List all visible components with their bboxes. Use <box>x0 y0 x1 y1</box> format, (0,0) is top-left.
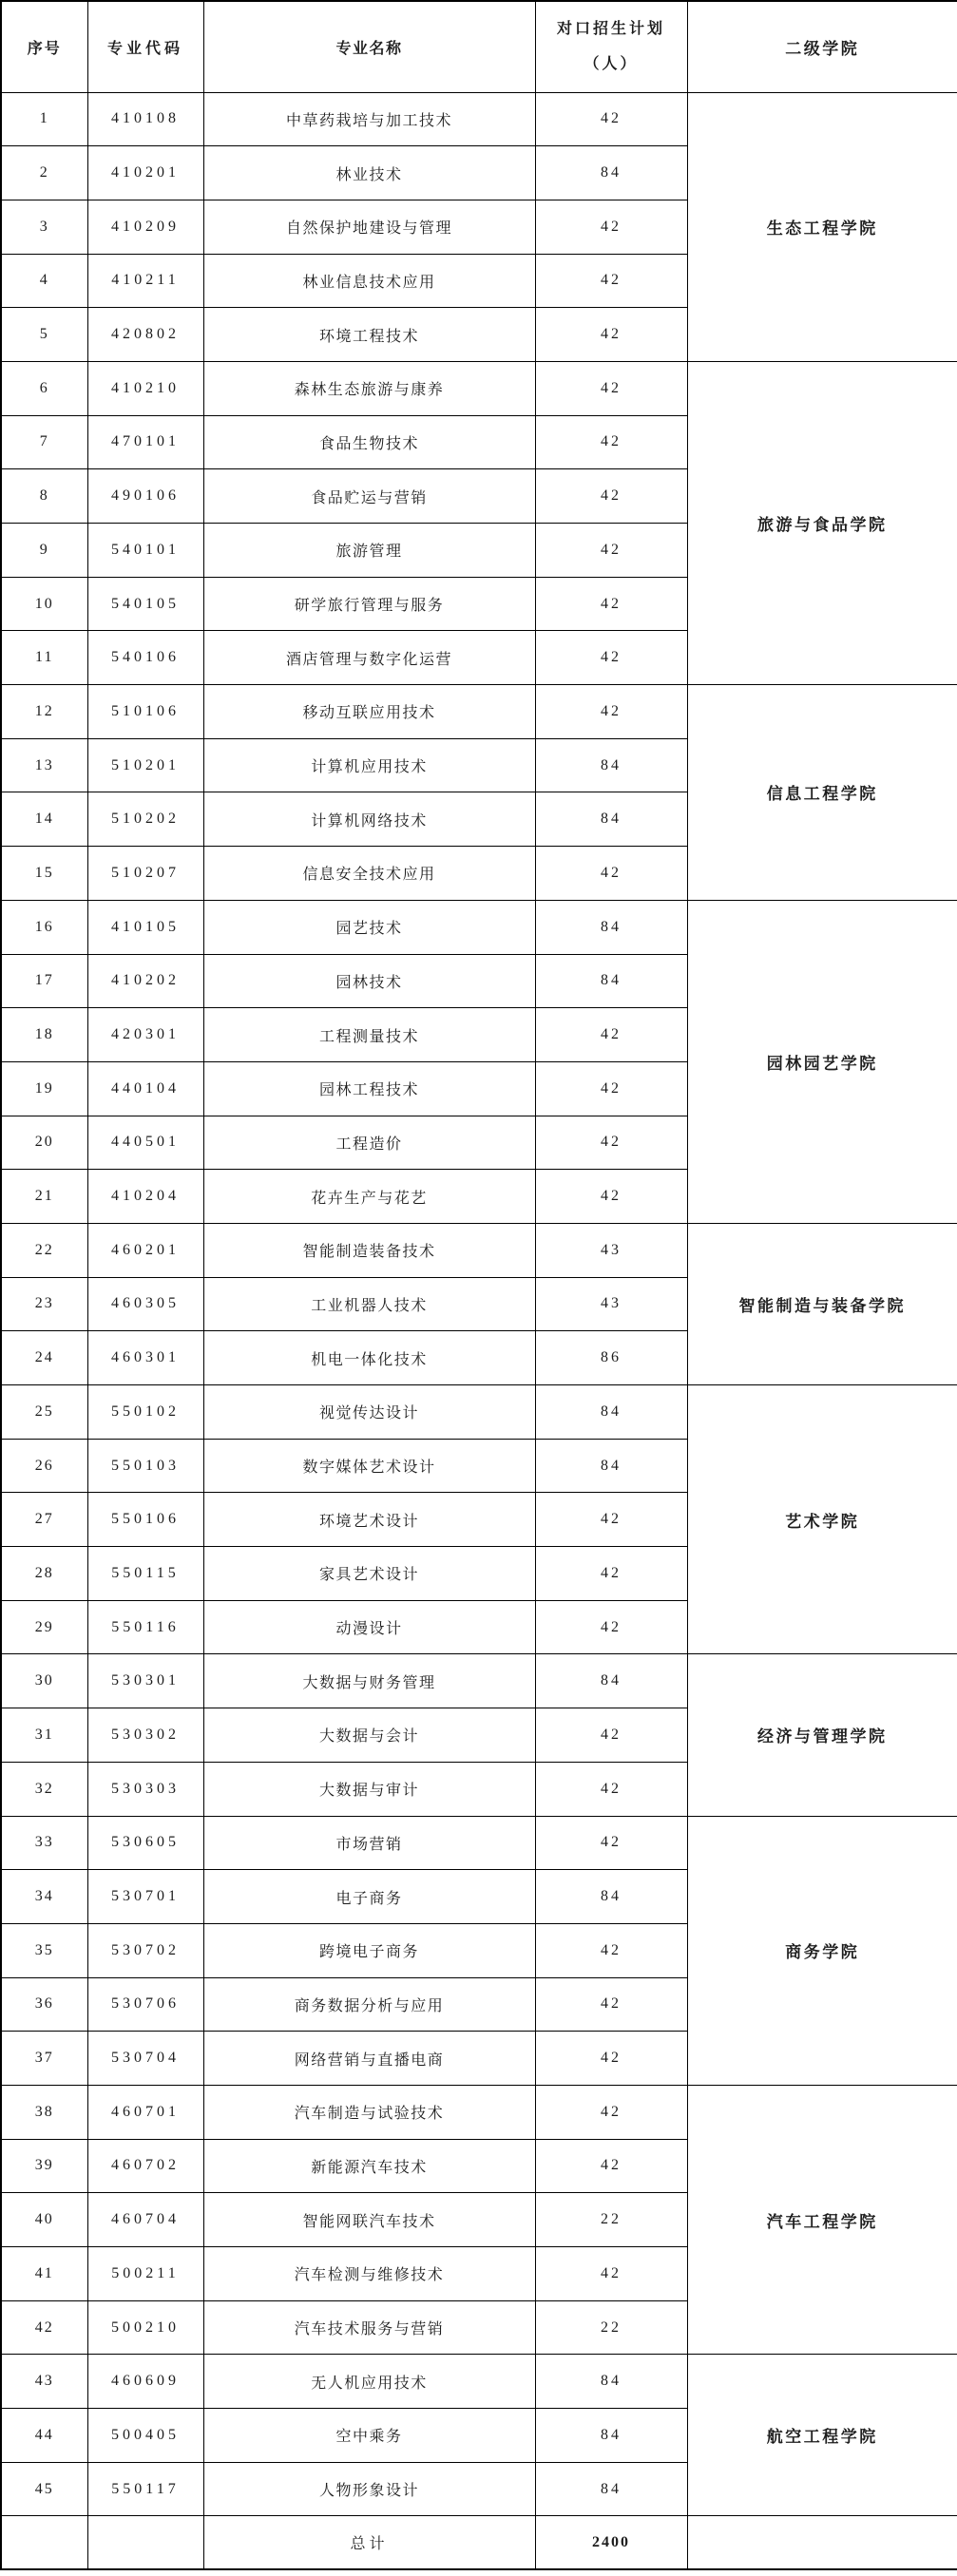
major-name: 大数据与审计 <box>203 1762 535 1816</box>
table-body <box>1 92 957 2569</box>
table-row <box>1 2355 957 2409</box>
major-code: 460609 <box>87 2355 203 2409</box>
major-code: 550115 <box>87 1547 203 1601</box>
col-header-college: 二级学院 <box>687 1 957 92</box>
major-code: 530706 <box>87 1977 203 2032</box>
row-seq: 35 <box>1 1923 87 1977</box>
college-name: 艺术学院 <box>687 1385 957 1654</box>
col-header-seq: 序号 <box>1 1 87 92</box>
major-name: 汽车检测与维修技术 <box>203 2247 535 2301</box>
row-seq: 23 <box>1 1277 87 1331</box>
row-seq: 38 <box>1 2085 87 2139</box>
major-code: 410201 <box>87 146 203 200</box>
row-seq: 1 <box>1 92 87 146</box>
major-code: 500211 <box>87 2247 203 2301</box>
major-name: 研学旅行管理与服务 <box>203 577 535 631</box>
plan-count: 42 <box>535 577 687 631</box>
major-name: 汽车技术服务与营销 <box>203 2300 535 2355</box>
major-name: 智能网联汽车技术 <box>203 2193 535 2247</box>
major-name: 视觉传达设计 <box>203 1385 535 1440</box>
college-name: 园林园艺学院 <box>687 900 957 1223</box>
major-code: 530302 <box>87 1708 203 1763</box>
row-seq: 29 <box>1 1600 87 1654</box>
major-code: 530701 <box>87 1870 203 1924</box>
plan-count: 42 <box>535 92 687 146</box>
row-seq: 33 <box>1 1816 87 1870</box>
major-code: 460201 <box>87 1223 203 1277</box>
major-code: 410210 <box>87 361 203 415</box>
major-code: 550117 <box>87 2462 203 2516</box>
row-seq: 34 <box>1 1870 87 1924</box>
major-name: 计算机应用技术 <box>203 738 535 792</box>
major-name: 数字媒体艺术设计 <box>203 1439 535 1493</box>
major-name: 酒店管理与数字化运营 <box>203 631 535 685</box>
plan-count: 42 <box>535 200 687 254</box>
plan-count: 42 <box>535 1708 687 1763</box>
row-seq: 4 <box>1 254 87 308</box>
major-code: 420802 <box>87 308 203 362</box>
plan-count: 42 <box>535 308 687 362</box>
total-row <box>1 2516 957 2569</box>
major-code: 550116 <box>87 1600 203 1654</box>
plan-count: 42 <box>535 2247 687 2301</box>
plan-count: 42 <box>535 1061 687 1116</box>
major-name: 信息安全技术应用 <box>203 847 535 901</box>
major-code: 530704 <box>87 2032 203 2086</box>
major-code: 460702 <box>87 2139 203 2193</box>
major-code: 460305 <box>87 1277 203 1331</box>
major-code: 530702 <box>87 1923 203 1977</box>
table-row <box>1 685 957 739</box>
row-seq: 28 <box>1 1547 87 1601</box>
row-seq: 7 <box>1 415 87 469</box>
plan-count: 84 <box>535 1654 687 1708</box>
row-seq: 13 <box>1 738 87 792</box>
row-seq: 45 <box>1 2462 87 2516</box>
plan-count: 42 <box>535 415 687 469</box>
college-name: 生态工程学院 <box>687 92 957 361</box>
plan-count: 84 <box>535 1385 687 1440</box>
major-code: 440104 <box>87 1061 203 1116</box>
major-name: 森林生态旅游与康养 <box>203 361 535 415</box>
college-name: 汽车工程学院 <box>687 2085 957 2354</box>
plan-count: 84 <box>535 2355 687 2409</box>
row-seq: 3 <box>1 200 87 254</box>
major-name: 网络营销与直播电商 <box>203 2032 535 2086</box>
table-row <box>1 1223 957 1277</box>
plan-count: 84 <box>535 1870 687 1924</box>
plan-count: 42 <box>535 1547 687 1601</box>
plan-count: 42 <box>535 1816 687 1870</box>
major-name: 花卉生产与花艺 <box>203 1170 535 1224</box>
col-header-code: 专业代码 <box>87 1 203 92</box>
table-row <box>1 361 957 415</box>
major-code: 460701 <box>87 2085 203 2139</box>
table-row <box>1 1654 957 1708</box>
total-value: 2400 <box>535 2516 687 2569</box>
row-seq: 21 <box>1 1170 87 1224</box>
total-empty-seq <box>1 2516 87 2569</box>
plan-count: 84 <box>535 738 687 792</box>
college-name: 商务学院 <box>687 1816 957 2085</box>
plan-count: 42 <box>535 631 687 685</box>
total-label: 总计 <box>203 2516 535 2569</box>
major-code: 550106 <box>87 1493 203 1547</box>
total-empty-college <box>687 2516 957 2569</box>
college-name: 经济与管理学院 <box>687 1654 957 1816</box>
major-name: 中草药栽培与加工技术 <box>203 92 535 146</box>
row-seq: 18 <box>1 1008 87 1062</box>
row-seq: 10 <box>1 577 87 631</box>
college-name: 航空工程学院 <box>687 2355 957 2516</box>
major-code: 440501 <box>87 1116 203 1170</box>
row-seq: 27 <box>1 1493 87 1547</box>
row-seq: 8 <box>1 469 87 524</box>
row-seq: 12 <box>1 685 87 739</box>
major-code: 410204 <box>87 1170 203 1224</box>
plan-count: 86 <box>535 1331 687 1385</box>
major-name: 大数据与财务管理 <box>203 1654 535 1708</box>
total-empty-code <box>87 2516 203 2569</box>
plan-count: 84 <box>535 146 687 200</box>
major-code: 420301 <box>87 1008 203 1062</box>
row-seq: 42 <box>1 2300 87 2355</box>
table-row <box>1 900 957 954</box>
plan-count: 42 <box>535 2085 687 2139</box>
major-name: 大数据与会计 <box>203 1708 535 1763</box>
major-name: 市场营销 <box>203 1816 535 1870</box>
plan-count: 42 <box>535 469 687 524</box>
major-code: 410211 <box>87 254 203 308</box>
major-name: 林业技术 <box>203 146 535 200</box>
major-name: 园林技术 <box>203 954 535 1008</box>
row-seq: 2 <box>1 146 87 200</box>
major-code: 550103 <box>87 1439 203 1493</box>
major-code: 510207 <box>87 847 203 901</box>
major-code: 410108 <box>87 92 203 146</box>
row-seq: 32 <box>1 1762 87 1816</box>
row-seq: 44 <box>1 2409 87 2463</box>
plan-count: 42 <box>535 254 687 308</box>
row-seq: 43 <box>1 2355 87 2409</box>
plan-count: 42 <box>535 1600 687 1654</box>
plan-count: 42 <box>535 361 687 415</box>
plan-count: 42 <box>535 1493 687 1547</box>
major-code: 530301 <box>87 1654 203 1708</box>
major-code: 500210 <box>87 2300 203 2355</box>
row-seq: 11 <box>1 631 87 685</box>
major-code: 510106 <box>87 685 203 739</box>
major-name: 自然保护地建设与管理 <box>203 200 535 254</box>
col-header-name: 专业名称 <box>203 1 535 92</box>
row-seq: 41 <box>1 2247 87 2301</box>
major-code: 410105 <box>87 900 203 954</box>
college-name: 信息工程学院 <box>687 685 957 901</box>
row-seq: 20 <box>1 1116 87 1170</box>
plan-count: 42 <box>535 524 687 578</box>
major-name: 环境工程技术 <box>203 308 535 362</box>
col-header-plan <box>535 1 687 92</box>
major-name: 智能制造装备技术 <box>203 1223 535 1277</box>
plan-count: 42 <box>535 1762 687 1816</box>
major-code: 410209 <box>87 200 203 254</box>
row-seq: 5 <box>1 308 87 362</box>
major-code: 470101 <box>87 415 203 469</box>
plan-count: 42 <box>535 1923 687 1977</box>
plan-count: 22 <box>535 2193 687 2247</box>
major-code: 540106 <box>87 631 203 685</box>
major-name: 园艺技术 <box>203 900 535 954</box>
row-seq: 40 <box>1 2193 87 2247</box>
major-code: 410202 <box>87 954 203 1008</box>
plan-count: 84 <box>535 954 687 1008</box>
major-name: 环境艺术设计 <box>203 1493 535 1547</box>
row-seq: 14 <box>1 792 87 847</box>
row-seq: 39 <box>1 2139 87 2193</box>
row-seq: 25 <box>1 1385 87 1440</box>
table-row <box>1 2085 957 2139</box>
plan-count: 84 <box>535 792 687 847</box>
plan-count: 43 <box>535 1277 687 1331</box>
row-seq: 24 <box>1 1331 87 1385</box>
plan-count: 22 <box>535 2300 687 2355</box>
plan-count: 84 <box>535 900 687 954</box>
major-name: 工业机器人技术 <box>203 1277 535 1331</box>
major-code: 460704 <box>87 2193 203 2247</box>
row-seq: 19 <box>1 1061 87 1116</box>
row-seq: 16 <box>1 900 87 954</box>
plan-count: 84 <box>535 1439 687 1493</box>
table-row <box>1 1385 957 1440</box>
major-name: 无人机应用技术 <box>203 2355 535 2409</box>
table-header-row <box>1 1 957 92</box>
plan-count: 42 <box>535 1008 687 1062</box>
major-name: 家具艺术设计 <box>203 1547 535 1601</box>
row-seq: 15 <box>1 847 87 901</box>
plan-count: 84 <box>535 2409 687 2463</box>
major-name: 汽车制造与试验技术 <box>203 2085 535 2139</box>
plan-count: 42 <box>535 685 687 739</box>
major-code: 510202 <box>87 792 203 847</box>
row-seq: 36 <box>1 1977 87 2032</box>
major-name: 机电一体化技术 <box>203 1331 535 1385</box>
major-name: 食品贮运与营销 <box>203 469 535 524</box>
major-name: 移动互联应用技术 <box>203 685 535 739</box>
major-code: 510201 <box>87 738 203 792</box>
major-name: 新能源汽车技术 <box>203 2139 535 2193</box>
college-name: 智能制造与装备学院 <box>687 1223 957 1384</box>
major-name: 工程造价 <box>203 1116 535 1170</box>
table-row <box>1 92 957 146</box>
college-name: 旅游与食品学院 <box>687 361 957 684</box>
major-name: 旅游管理 <box>203 524 535 578</box>
major-code: 550102 <box>87 1385 203 1440</box>
row-seq: 22 <box>1 1223 87 1277</box>
plan-count: 42 <box>535 1170 687 1224</box>
major-code: 540105 <box>87 577 203 631</box>
row-seq: 30 <box>1 1654 87 1708</box>
major-name: 动漫设计 <box>203 1600 535 1654</box>
plan-count: 84 <box>535 2462 687 2516</box>
major-name: 林业信息技术应用 <box>203 254 535 308</box>
major-name: 跨境电子商务 <box>203 1923 535 1977</box>
row-seq: 17 <box>1 954 87 1008</box>
major-name: 工程测量技术 <box>203 1008 535 1062</box>
major-code: 530303 <box>87 1762 203 1816</box>
col-header-plan-line2: （人） <box>584 56 639 73</box>
major-code: 460301 <box>87 1331 203 1385</box>
major-code: 540101 <box>87 524 203 578</box>
major-name: 食品生物技术 <box>203 415 535 469</box>
major-name: 电子商务 <box>203 1870 535 1924</box>
major-name: 商务数据分析与应用 <box>203 1977 535 2032</box>
table-row <box>1 1816 957 1870</box>
plan-count: 42 <box>535 847 687 901</box>
major-name: 计算机网络技术 <box>203 792 535 847</box>
row-seq: 26 <box>1 1439 87 1493</box>
plan-count: 42 <box>535 1977 687 2032</box>
major-code: 500405 <box>87 2409 203 2463</box>
plan-count: 43 <box>535 1223 687 1277</box>
row-seq: 9 <box>1 524 87 578</box>
plan-count: 42 <box>535 2139 687 2193</box>
col-header-plan-line1: 对口招生计划 <box>556 20 665 37</box>
major-name: 园林工程技术 <box>203 1061 535 1116</box>
plan-count: 42 <box>535 2032 687 2086</box>
major-name: 人物形象设计 <box>203 2462 535 2516</box>
row-seq: 6 <box>1 361 87 415</box>
row-seq: 31 <box>1 1708 87 1763</box>
major-code: 530605 <box>87 1816 203 1870</box>
plan-count: 42 <box>535 1116 687 1170</box>
major-name: 空中乘务 <box>203 2409 535 2463</box>
major-code: 490106 <box>87 469 203 524</box>
row-seq: 37 <box>1 2032 87 2086</box>
